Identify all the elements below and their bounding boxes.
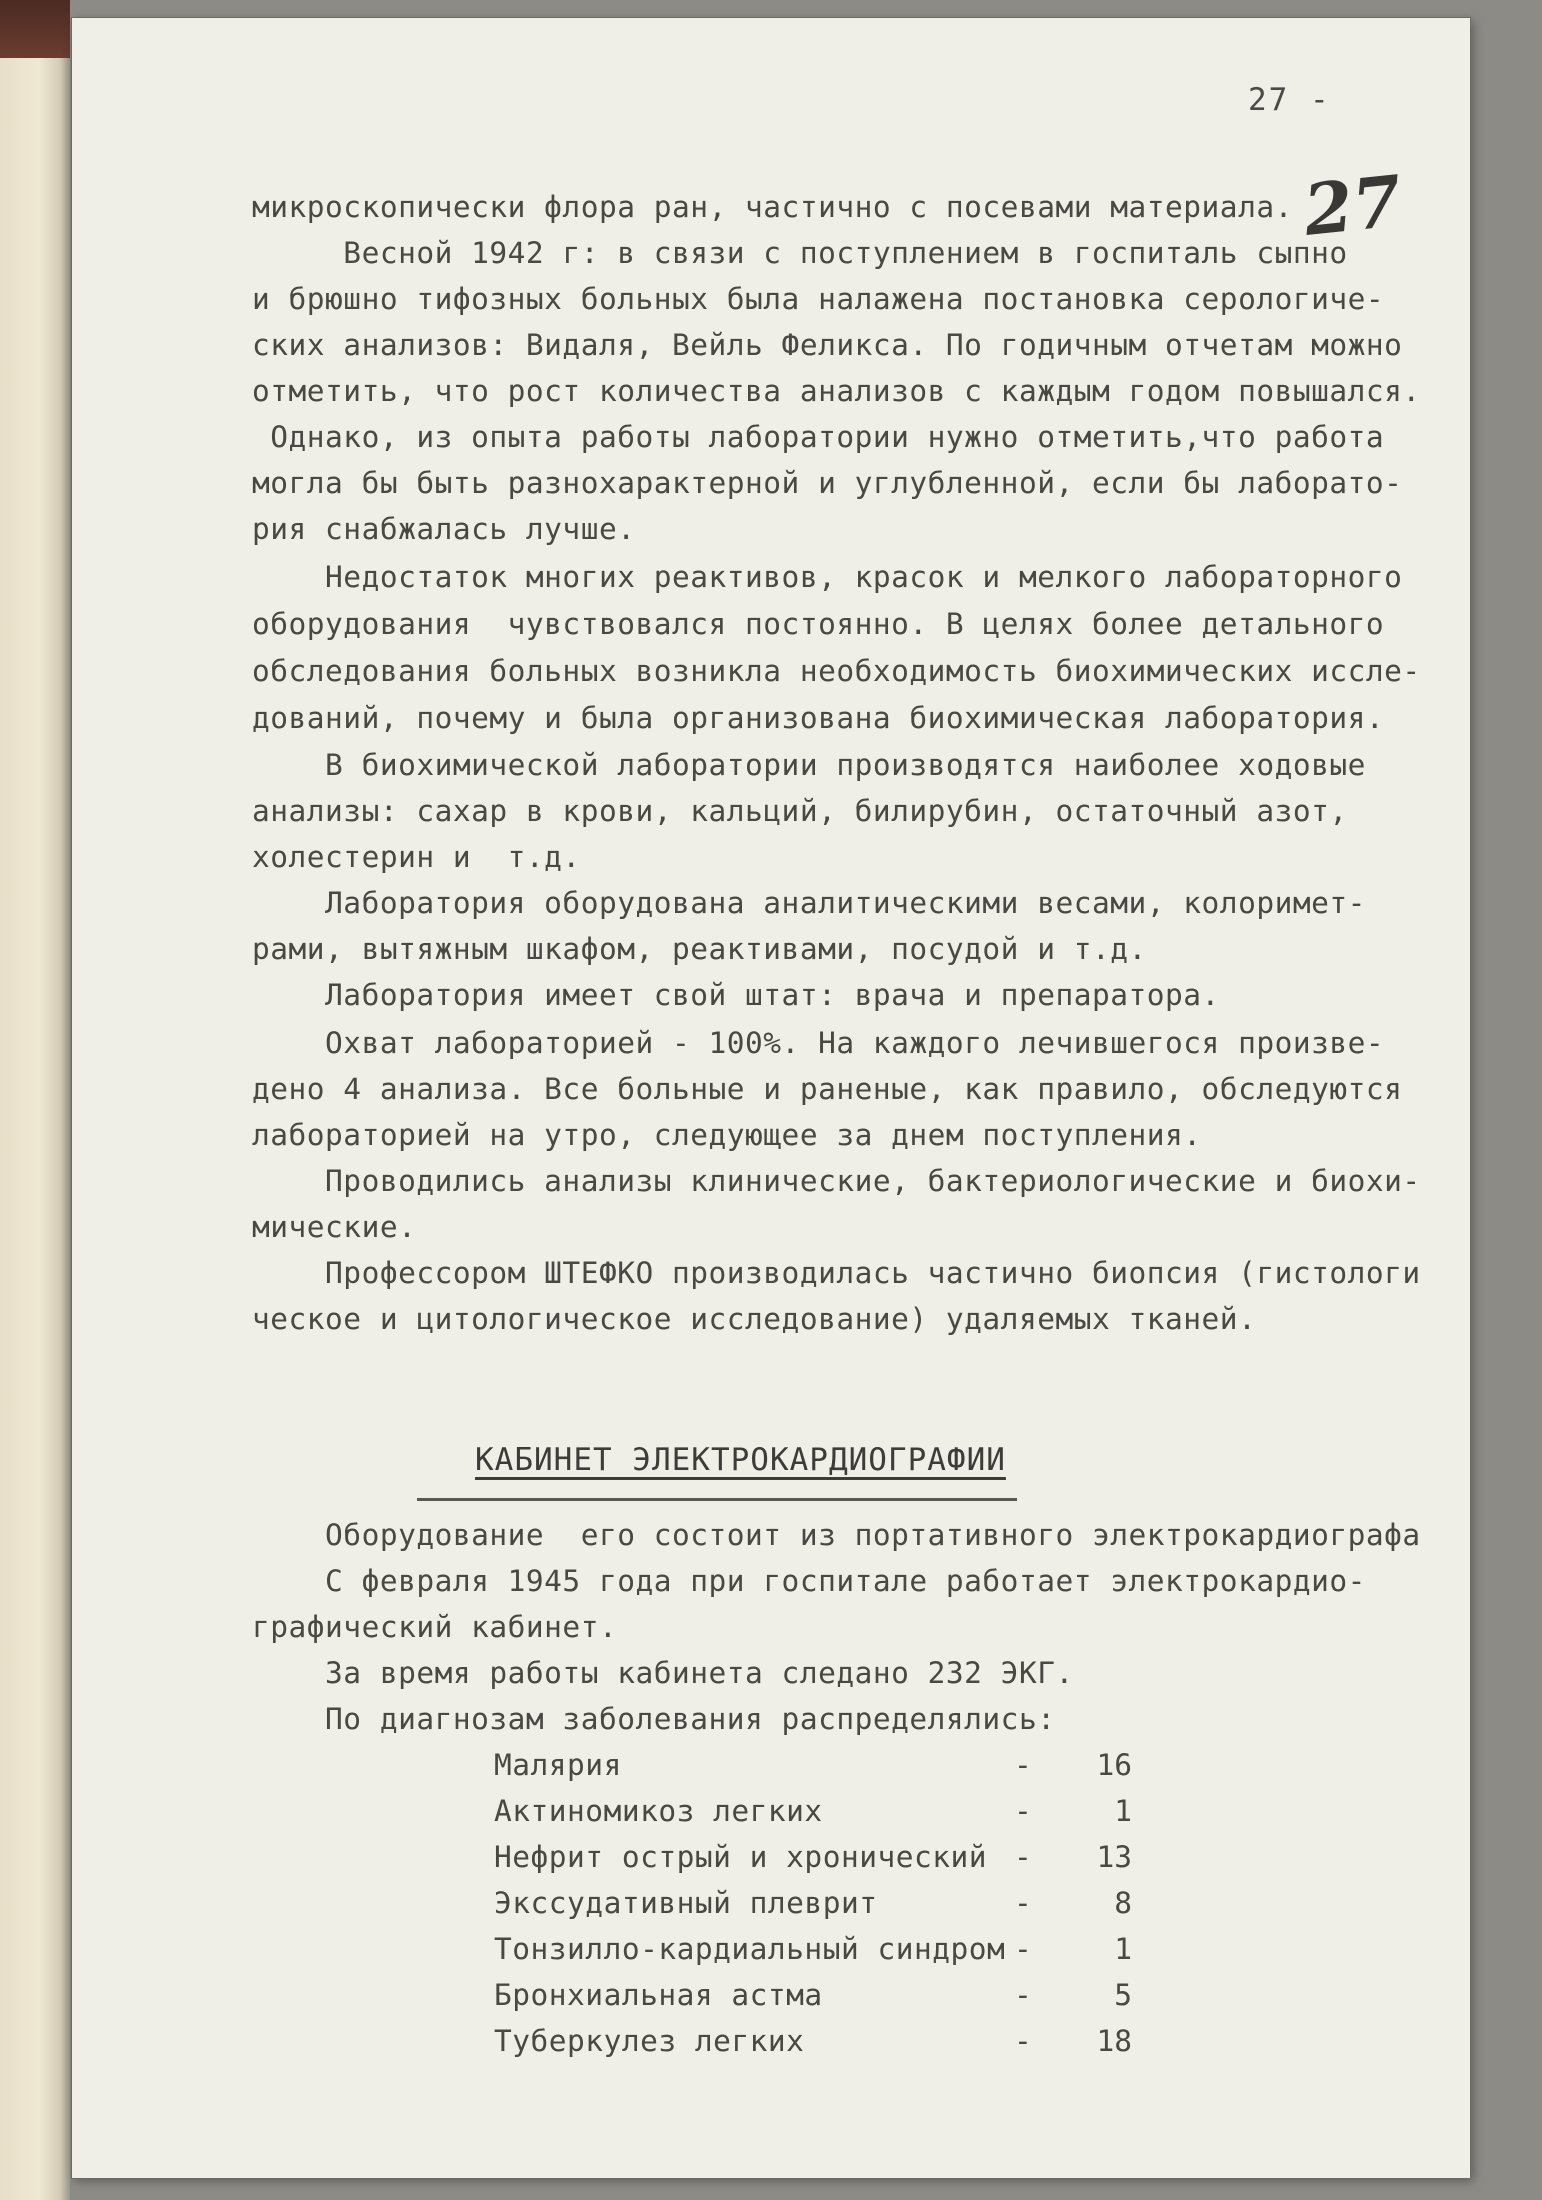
- diagnosis-count: 1: [1114, 1932, 1132, 1966]
- text-line: холестерин и т.д.: [252, 840, 581, 874]
- diagnosis-name: Туберкулез легких: [494, 2024, 805, 2058]
- text-line: лабораторией на утро, следующее за днем поступления.: [252, 1118, 1202, 1152]
- diagnosis-name: Актиномикоз легких: [494, 1794, 823, 1828]
- text-line: Профессором ШТЕФКО производилась частично биопсия (гистологи: [252, 1256, 1421, 1290]
- text-line: С февраля 1945 года при госпитале работает электрокардио-: [252, 1564, 1366, 1598]
- diagnosis-count: 16: [1096, 1748, 1132, 1782]
- text-line: и брюшно тифозных больных была налажена постановка серологиче-: [252, 282, 1385, 316]
- diagnosis-count: 1: [1114, 1794, 1132, 1828]
- diagnosis-dash: -: [1014, 1978, 1032, 2012]
- diagnosis-name: Малярия: [494, 1748, 622, 1782]
- text-line: отметить, что рост количества анализов с каждым годом повышался.: [252, 374, 1421, 408]
- text-line: Оборудование его состоит из портативного электрокардиографа: [252, 1518, 1421, 1552]
- text-line: анализы: сахар в крови, кальций, билирубин, остаточный азот,: [252, 794, 1348, 828]
- diagnosis-name: Экссудативный плеврит: [494, 1886, 878, 1920]
- diagnosis-count: 5: [1114, 1978, 1132, 2012]
- diagnosis-name: Бронхиальная астма: [494, 1978, 823, 2012]
- text-line: Однако, из опыта работы лаборатории нужно отметить,что работа: [252, 420, 1385, 454]
- text-line: рами, вытяжным шкафом, реактивами, посудой и т.д.: [252, 932, 1147, 966]
- diagnosis-dash: -: [1014, 1794, 1032, 1828]
- text-line: оборудования чувствовался постоянно. В целях более детального: [252, 607, 1385, 641]
- text-line: Проводились анализы клинические, бактериологические и биохи-: [252, 1164, 1421, 1198]
- section-heading: КАБИНЕТ ЭЛЕКТРОКАРДИОГРАФИИ: [475, 1442, 1006, 1478]
- text-line: Охват лабораторией - 100%. На каждого лечившегося произве-: [252, 1026, 1385, 1060]
- text-line: ских анализов: Видаля, Вейль Феликса. По годичным отчетам можно: [252, 328, 1403, 362]
- text-line: мические.: [252, 1210, 417, 1244]
- diagnosis-dash: -: [1014, 1840, 1032, 1874]
- text-line: Лаборатория оборудована аналитическими весами, колоримет-: [252, 886, 1366, 920]
- binder-top-edge: [0, 0, 70, 58]
- diagnosis-name: Нефрит острый и хронический: [494, 1840, 988, 1874]
- diagnosis-name: Тонзилло-кардиальный синдром: [494, 1932, 1006, 1966]
- diagnosis-count: 18: [1096, 2024, 1132, 2058]
- text-line: В биохимической лаборатории производятся наиболее ходовые: [252, 748, 1366, 782]
- diagnosis-count: 13: [1096, 1840, 1132, 1874]
- diagnosis-dash: -: [1014, 1748, 1032, 1782]
- diagnosis-count: 8: [1114, 1886, 1132, 1920]
- text-line: могла бы быть разнохарактерной и углубленной, если бы лаборато-: [252, 466, 1403, 500]
- text-line: дено 4 анализа. Все больные и раненые, как правило, обследуются: [252, 1072, 1403, 1106]
- text-line: Весной 1942 г: в связи с поступлением в госпиталь сыпно: [252, 236, 1348, 270]
- heading-rule: [417, 1498, 1017, 1501]
- text-line: микроскопически флора ран, частично с посевами материала.: [252, 190, 1293, 224]
- handwritten-page-number: 27: [1299, 159, 1406, 252]
- text-line: За время работы кабинета следано 232 ЭКГ.: [252, 1656, 1074, 1690]
- diagnosis-dash: -: [1014, 2024, 1032, 2058]
- text-line: рия снабжалась лучше.: [252, 512, 636, 546]
- text-line: Лаборатория имеет свой штат: врача и препаратора.: [252, 978, 1220, 1012]
- text-line: графический кабинет.: [252, 1610, 618, 1644]
- text-line: дований, почему и была организована биохимическая лаборатория.: [252, 701, 1385, 735]
- document-page: [72, 18, 1470, 2178]
- text-line: Недостаток многих реактивов, красок и мелкого лабораторного: [252, 560, 1403, 594]
- diagnosis-dash: -: [1014, 1886, 1032, 1920]
- diagnosis-dash: -: [1014, 1932, 1032, 1966]
- text-line: ческое и цитологическое исследование) удаляемых тканей.: [252, 1302, 1257, 1336]
- binder-strip: [0, 0, 70, 2200]
- page-number: 27 -: [1248, 82, 1331, 118]
- text-line: обследования больных возникла необходимость биохимических иссле-: [252, 654, 1421, 688]
- text-line: По диагнозам заболевания распределялись:: [252, 1702, 1056, 1736]
